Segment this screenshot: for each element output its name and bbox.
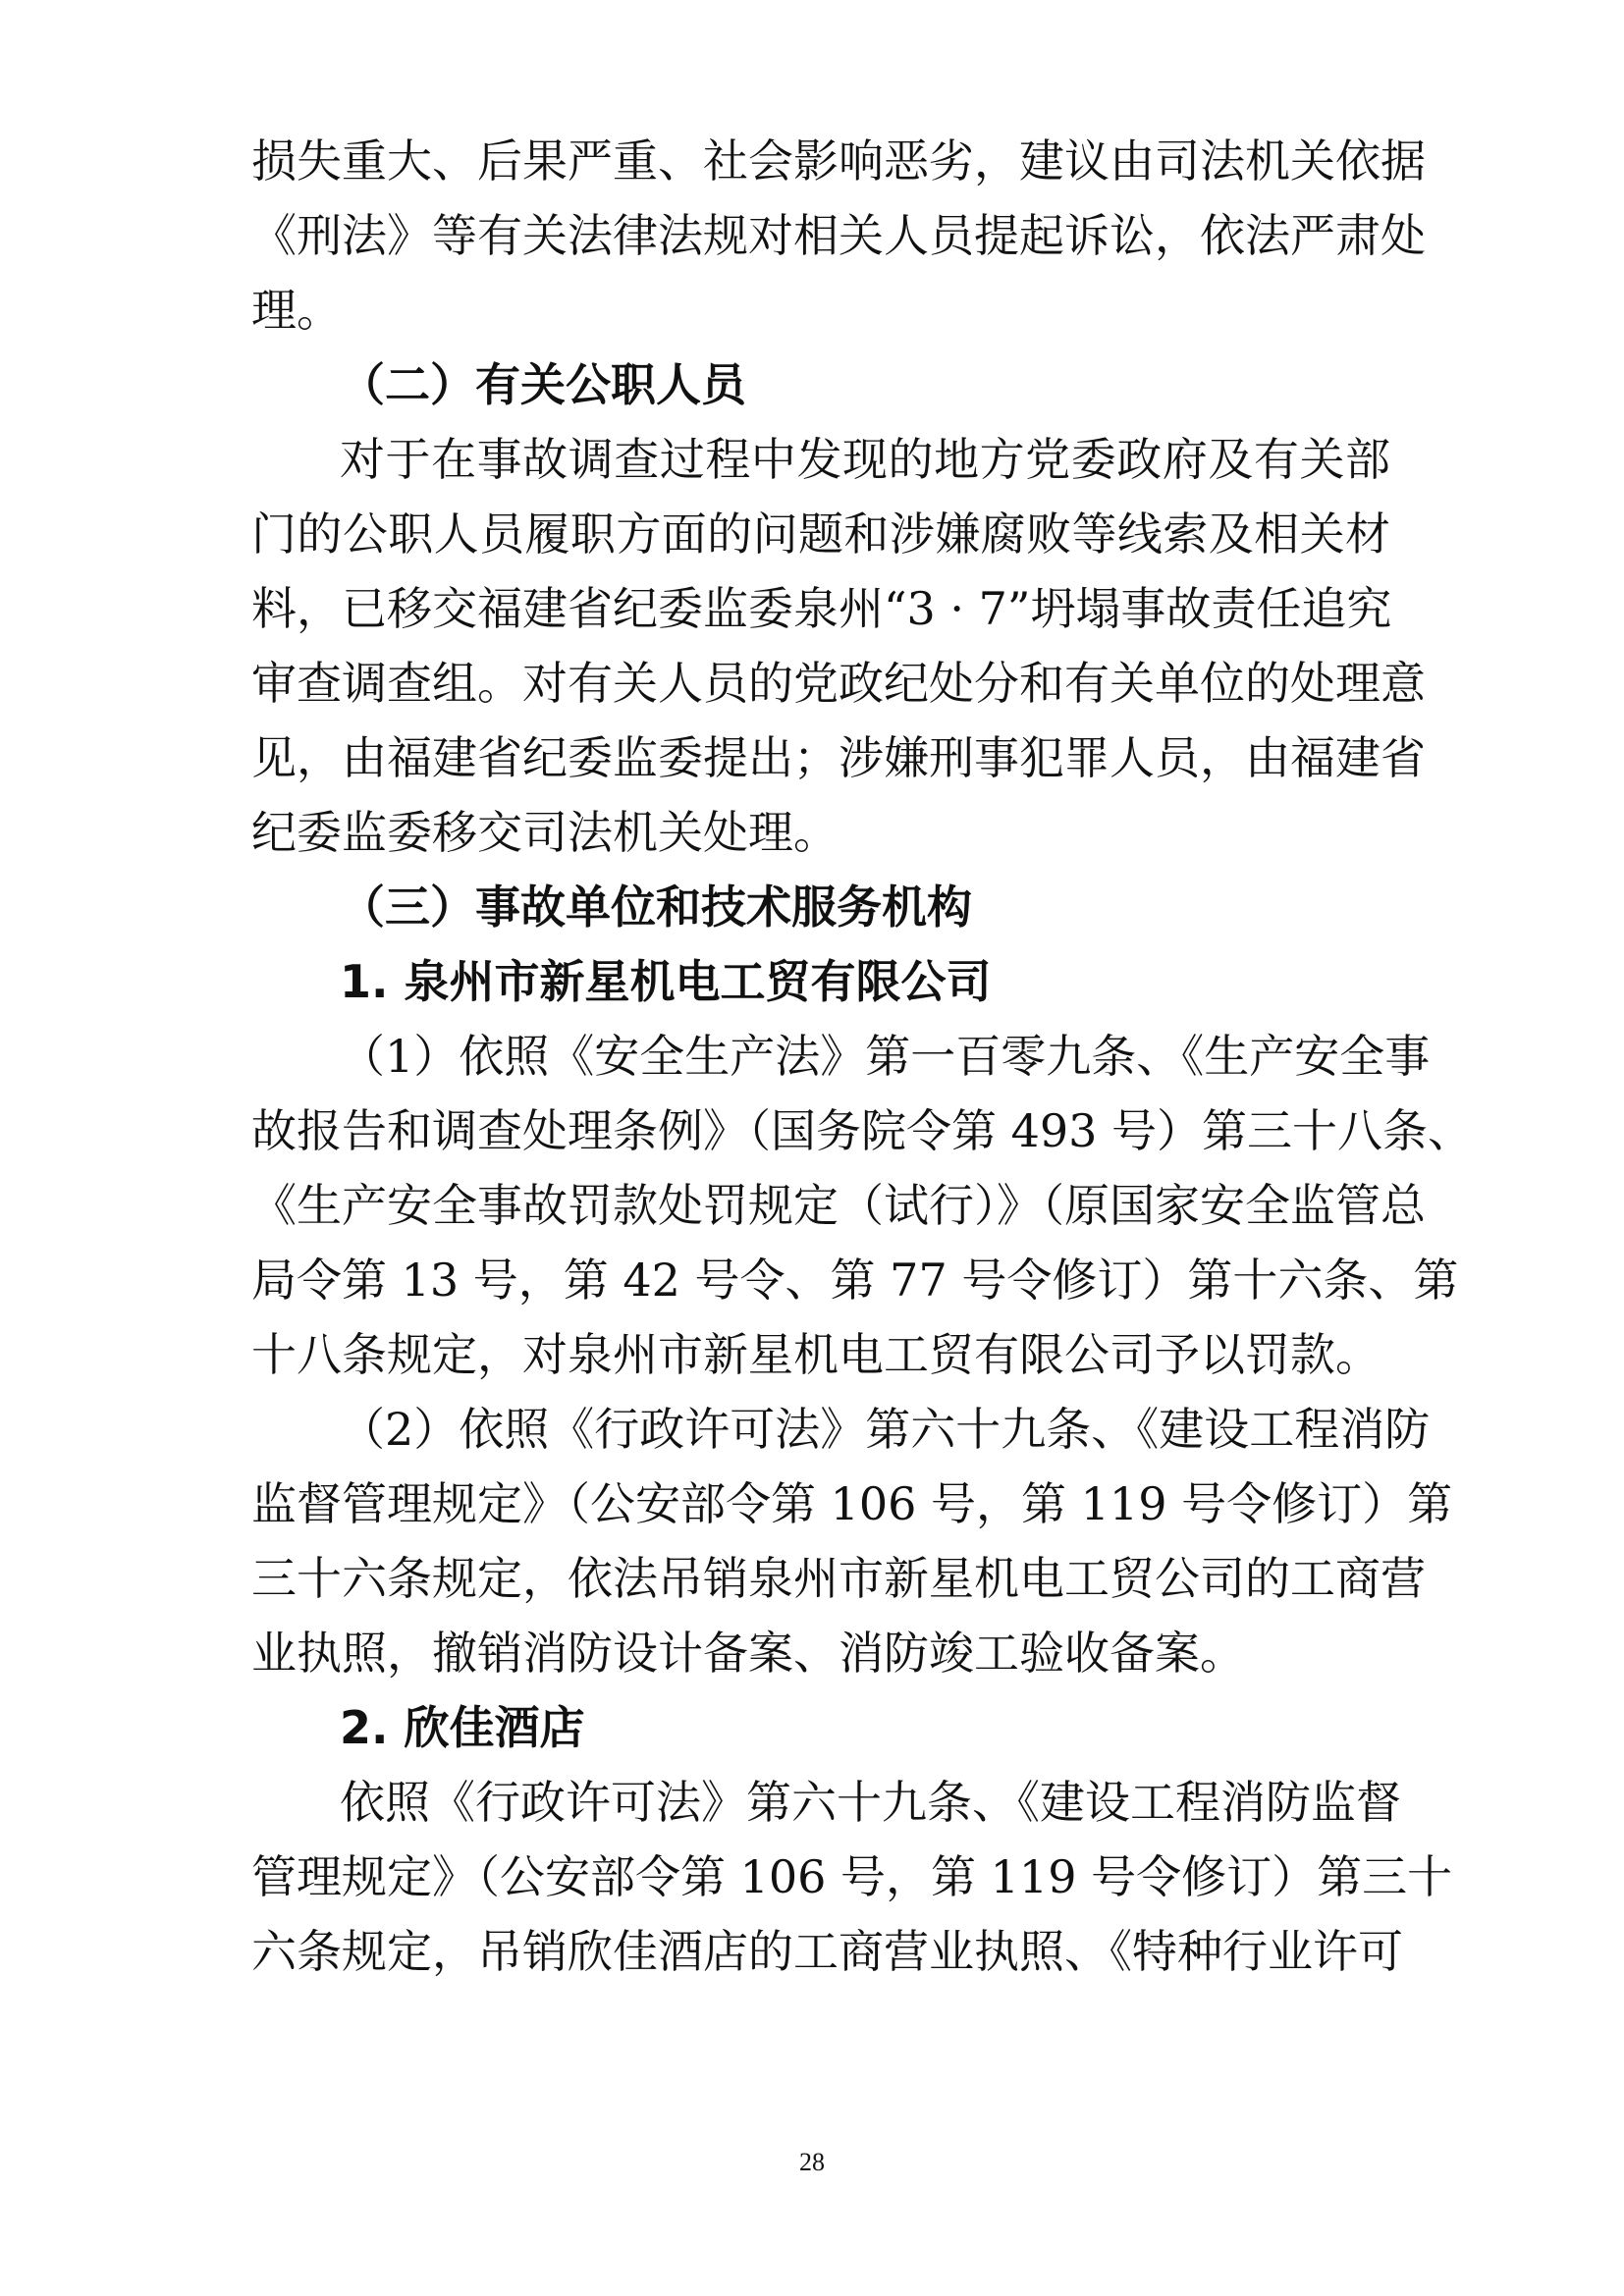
subsection-heading-hotel: 2. 欣佳酒店 <box>340 1701 585 1754</box>
text-line: 六条规定，吊销欣佳酒店的工商营业执照、《特种行业许可 <box>251 1925 1403 1978</box>
text-line: 损失重大、后果严重、社会影响恶劣，建议由司法机关依据 <box>251 134 1426 187</box>
text-line: 监督管理规定》（公安部令第 106 号，第 119 号令修订）第 <box>251 1477 1453 1530</box>
text-line: 业执照，撤销消防设计备案、消防竣工验收备案。 <box>251 1627 1245 1680</box>
text-line: 见，由福建省纪委监委提出；涉嫌刑事犯罪人员，由福建省 <box>251 731 1426 784</box>
text-line: 《生产安全事故罚款处罚规定（试行）》（原国家安全监管总 <box>251 1179 1426 1232</box>
text-line: （2）依照《行政许可法》第六十九条、《建设工程消防 <box>340 1403 1431 1456</box>
text-line: 故报告和调查处理条例》（国务院令第 493 号）第三十八条、 <box>251 1104 1474 1157</box>
text-line: 《刑法》等有关法律法规对相关人员提起诉讼，依法严肃处 <box>251 209 1426 262</box>
text-line: 管理规定》（公安部令第 106 号，第 119 号令修订）第三十 <box>251 1850 1453 1903</box>
text-line: 局令第 13 号，第 42 号令、第 77 号令修订）第十六条、第 <box>251 1254 1459 1307</box>
text-line: 十八条规定，对泉州市新星机电工贸有限公司予以罚款。 <box>251 1328 1380 1381</box>
text-line: 三十六条规定，依法吊销泉州市新星机电工贸公司的工商营 <box>251 1552 1426 1605</box>
text-line: （1）依照《安全生产法》第一百零九条、《生产安全事 <box>340 1030 1431 1083</box>
text-line: 审查调查组。对有关人员的党政纪处分和有关单位的处理意 <box>251 657 1426 710</box>
page-number: 28 <box>799 2148 825 2176</box>
section-heading-units: （三）事故单位和技术服务机构 <box>340 881 972 934</box>
text-line: 料，已移交福建省纪委监委泉州“3 · 7”坍塌事故责任追究 <box>251 582 1392 635</box>
text-line: 理。 <box>251 284 342 337</box>
text-line: 纪委监委移交司法机关处理。 <box>251 806 839 859</box>
section-heading-officials: （二）有关公职人员 <box>340 358 746 411</box>
text-line: 依照《行政许可法》第六十九条、《建设工程消防监督 <box>340 1776 1401 1829</box>
subsection-heading-company: 1. 泉州市新星机电工贸有限公司 <box>340 955 992 1008</box>
text-line: 门的公职人员履职方面的问题和涉嫌腐败等线索及相关材 <box>251 507 1390 561</box>
text-line: 对于在事故调查过程中发现的地方党委政府及有关部 <box>340 433 1390 486</box>
